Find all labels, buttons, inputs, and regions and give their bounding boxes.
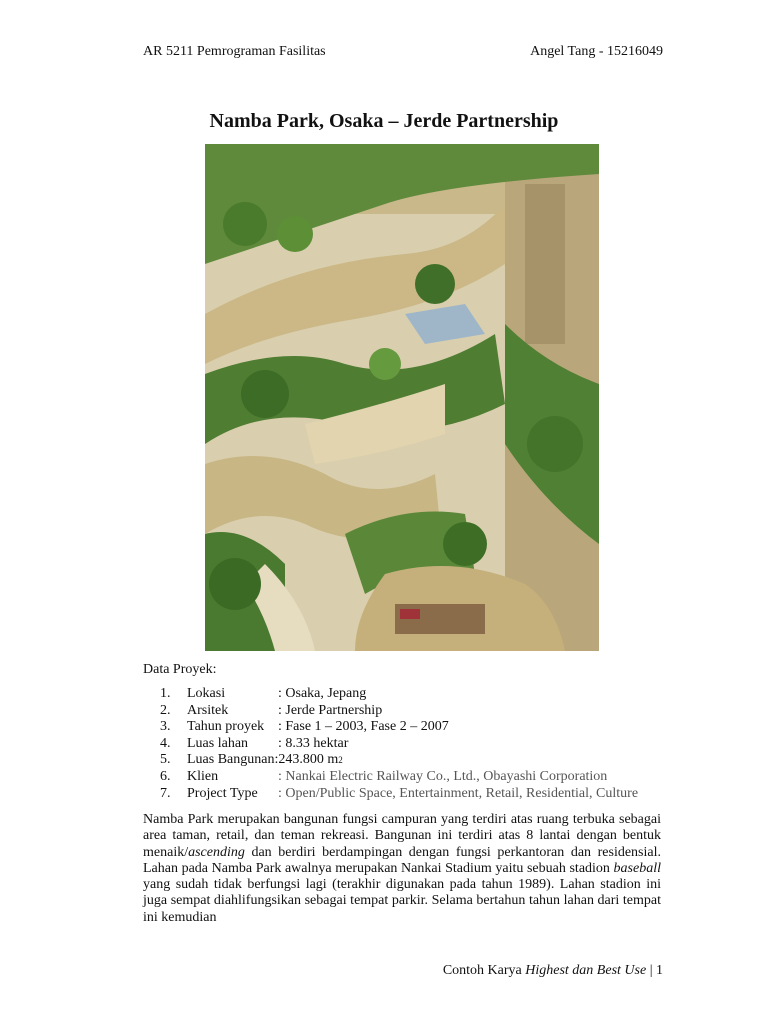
list-item: 7. Project Type : Open/Public Space, Entertainment, Retail, Residential, Culture — [160, 785, 639, 801]
header-course: AR 5211 Pemrograman Fasilitas — [143, 44, 326, 59]
project-data-heading: Data Proyek: — [143, 662, 217, 677]
page-footer: Contoh Karya Highest dan Best Use | 1 — [442, 963, 663, 978]
list-item: 1. Lokasi : Osaka, Jepang — [160, 686, 367, 701]
project-data-list — [160, 686, 638, 802]
page-title: Namba Park, Osaka – Jerde Partnership — [209, 110, 559, 132]
list-item: 4. Luas lahan : 8.33 hektar — [160, 735, 349, 751]
namba-park-photo — [205, 144, 599, 651]
header-author: Angel Tang - 15216049 — [530, 44, 663, 59]
list-item: 3. Tahun proyek : Fase 1 – 2003, Fase 2 – 2007 — [160, 719, 449, 735]
body-paragraph: Namba Park merupakan bangunan fungsi campuran yang terdiri atas ruang terbuka sebagai area taman, retail, dan teman rekreasi. Bangunan ini terdiri atas 8 lantai dengan bentuk menaik/ascending dan berdiri berdampingan dengan fungsi perkantoran dan residensial. Lahan pada Namba Park awalnya merupakan Nankai Stadium yaitu sebuah stadion baseball yang sudah tidak berfungsi lagi (terakhir digunakan pada tahun 1989). Lahan stadion ini juga sempat diahlifungsikan sebagai tempat parkir. Selama bertahun tahun lahan dari tempat ini kemudian — [143, 812, 661, 925]
list-item: 5. Luas Bangunan: 243.800 m 2 — [160, 752, 343, 768]
list-item: 6. Klien : Nankai Electric Railway Co., Ltd., Obayashi Corporation — [160, 768, 608, 784]
list-item: 2. Arsitek : Jerde Partnership — [160, 702, 383, 718]
